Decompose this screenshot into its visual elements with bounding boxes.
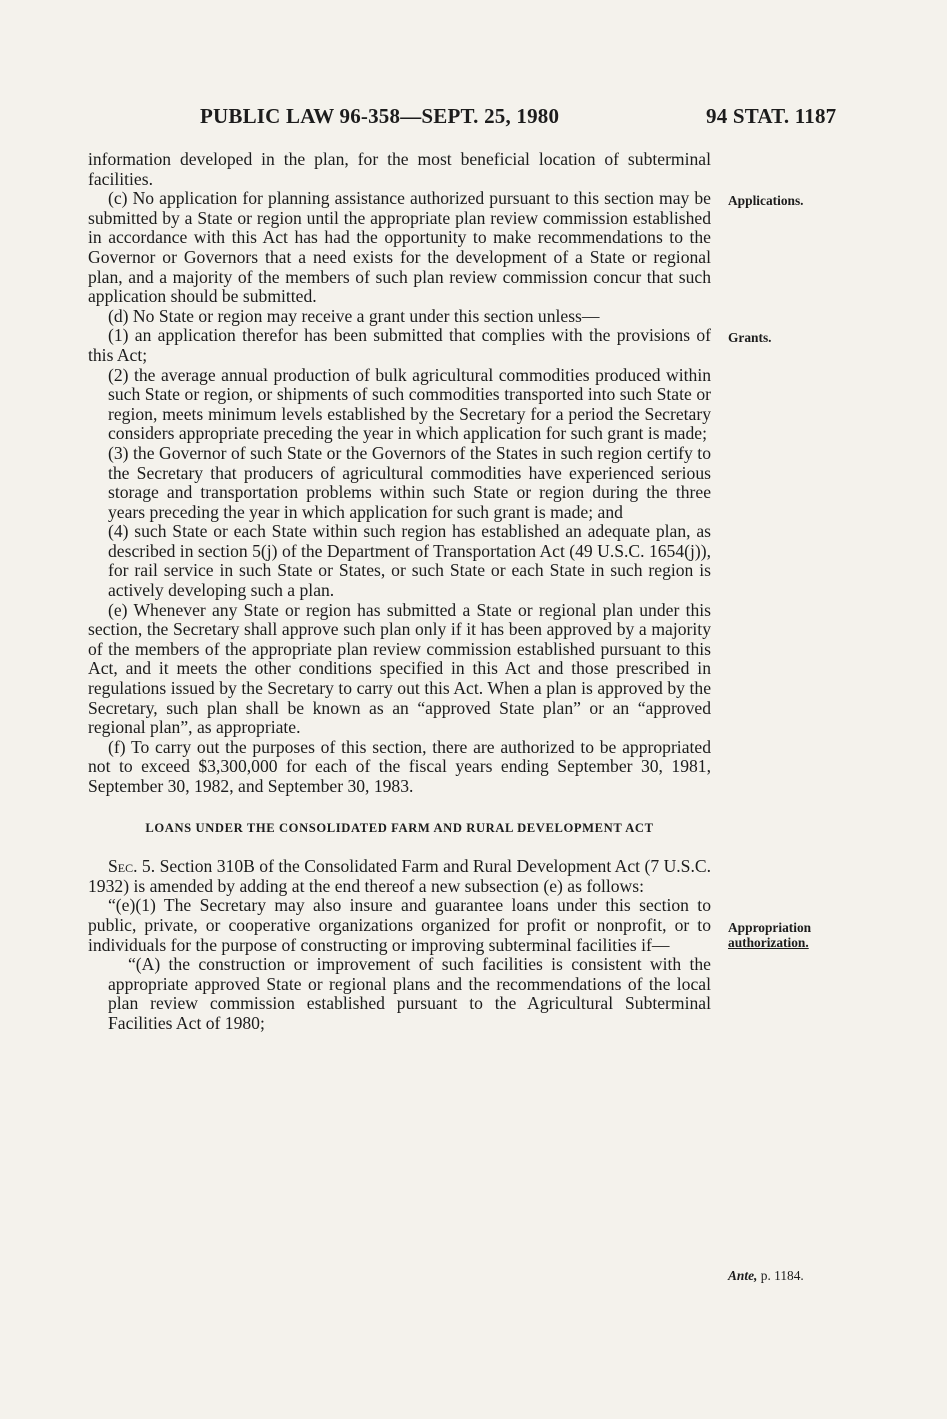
margin-note-ante (728, 1268, 804, 1283)
paragraph-e: (e) Whenever any State or region has submitted a State or regional plan under this section, the Secretary shall approve such plan only if it has been approved by a majority of the members of the appropriate plan review commission established pursuant to this Act, and it meets the other conditions specified in this Act and those prescribed in regulations issued by the Secretary to carry out this Act. When a plan is approved by the Secretary, such plan shall be known as an “approved State plan” or an “approved regional plan”, as appropriate. (88, 599, 711, 738)
margin-note-appropriation (728, 920, 811, 950)
paragraph-d-4: (4) such State or each State within such region has established an adequate plan, as described in section 5(j) of the Department of Transportation Act (49 U.S.C. 1654(j)), for rail service in such State or States, or such State or each State in such region is actively developing such a plan. (108, 521, 711, 601)
section-5-paragraph (88, 857, 711, 896)
margin-note-appropriation-line2: authorization. (728, 935, 809, 950)
margin-note-grants: Grants. (728, 330, 772, 345)
paragraph-d-1: (1) an application therefor has been submitted that complies with the provisions of this Act; (88, 325, 711, 365)
paragraph-d: (d) No State or region may receive a grant under this section unless— (108, 305, 600, 326)
margin-note-ante-page: p. 1184. (760, 1268, 804, 1283)
paragraph-continuation: information developed in the plan, for the most beneficial location of subterminal facilities. (88, 149, 711, 189)
section-heading: LOANS UNDER THE CONSOLIDATED FARM AND RURAL DEVELOPMENT ACT (145, 820, 654, 835)
section-label: Sec. 5. (108, 856, 156, 877)
margin-note-applications: Applications. (728, 193, 804, 208)
paragraph-e-1: “(e)(1) The Secretary may also insure and guarantee loans under this section to public, private, or cooperative organizations organized for profit or nonprofit, or to individuals for the purpose of constructing or improving subterminal facilities if— (88, 895, 711, 955)
statute-page-number: 94 STAT. 1187 (706, 104, 837, 128)
paragraph-f: (f) To carry out the purposes of this section, there are authorized to be appropriated not to exceed $3,300,000 for each of the fiscal years ending September 30, 1981, September 30, 1982, and September 30, 1983. (88, 736, 711, 796)
paragraph-A: “(A) the construction or improvement of such facilities is consistent with the appropriate approved State or regional plans and the recommendations of the local plan review commission established pursuant to the Agricultural Subterminal Facilities Act of 1980; (108, 954, 711, 1033)
paragraph-d-3: (3) the Governor of such State or the Governors of the States in such region certify to the Secretary that producers of agricultural commodities have experienced serious storage and transportation problems within such State or region during the three years preceding the year in which application for such grant is made; and (108, 442, 711, 522)
paragraph-d-2: (2) the average annual production of bulk agricultural commodities produced within such State or region, or shipments of such commodities transported into such State or region, meets minimum levels established by the Secretary for a period the Secretary considers appropriate preceding the year in which application for such grant is made; (108, 364, 711, 444)
running-title: PUBLIC LAW 96-358—SEPT. 25, 1980 (200, 104, 560, 128)
body-text (88, 150, 711, 1034)
paragraph-c: (c) No application for planning assistance authorized pursuant to this section may be submitted by a State or region until the appropriate plan review commission established in accordance with this Act has had the opportunity to make recommendations to the Governor or Governors that a need exists for the development of a State or regional plan, and a majority of the members of such plan review commission concur that such application should be submitted. (88, 188, 711, 307)
margin-note-appropriation-line1: Appropriation (728, 920, 812, 935)
section-5-text: Section 310B of the Consolidated Farm and Rural Development Act (7 U.S.C. 1932) is amended by adding at the end thereof a new subsection (e) as follows: (88, 856, 711, 896)
margin-note-ante-italic: Ante, (728, 1268, 758, 1283)
